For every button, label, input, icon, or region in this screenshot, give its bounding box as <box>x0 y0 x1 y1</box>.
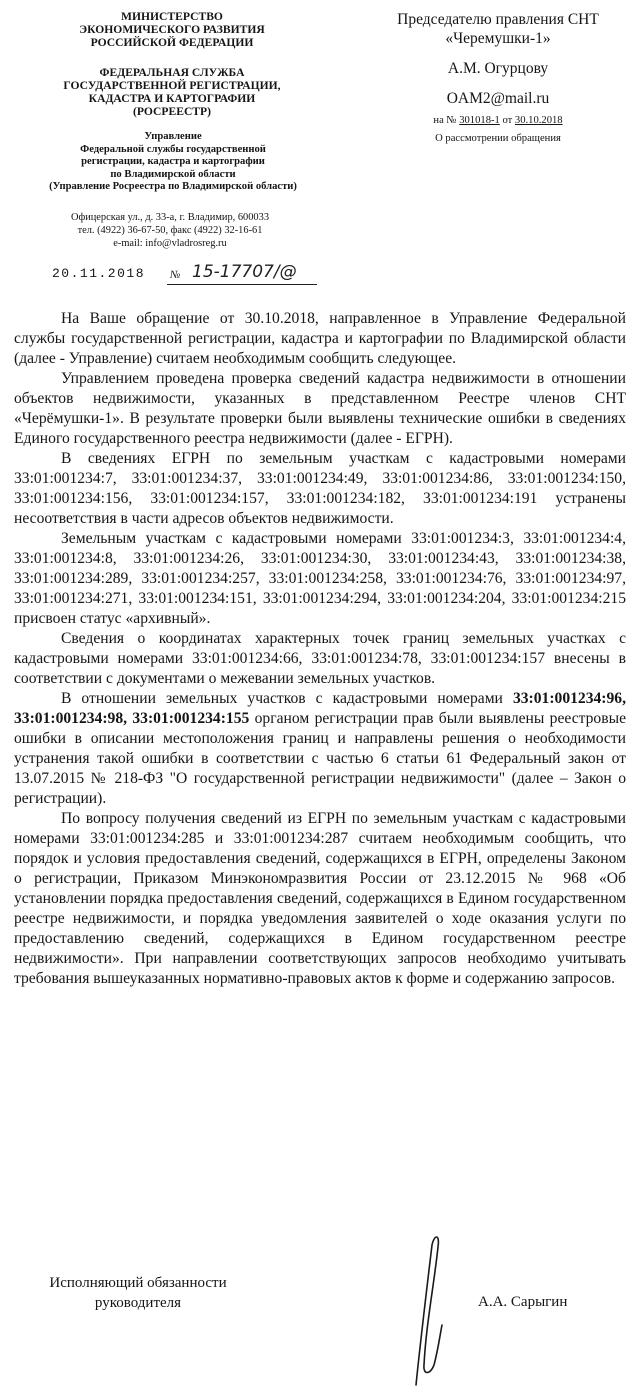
body-paragraph: Управлением проведена проверка сведений кадастра недвижимости в отношении объектов недвижимости, указанных в представленном Реестре членов СНТ «Черёмушки-1». В результате проверки были выявлены технические ошибки в сведениях Единого государственного реестра недвижимости (далее - ЕГРН). <box>14 370 626 447</box>
body-paragraph <box>14 689 626 809</box>
recipient-block <box>368 10 628 146</box>
department-name <box>28 131 318 194</box>
reference-prefix: на № <box>433 115 457 126</box>
letter-subject: О рассмотрении обращения <box>435 133 561 144</box>
email-line: e-mail: info@vladrosreg.ru <box>113 238 227 249</box>
reference-from: от <box>502 115 513 126</box>
ministry-line: МИНИСТЕРСТВО <box>121 10 223 23</box>
reference-number: 301018-1 <box>459 115 500 126</box>
registration-number: 15-17707/@ <box>192 262 297 282</box>
phone-line: тел. (4922) 36-67-50, факс (4922) 32-16-61 <box>77 225 263 236</box>
registration-date: 20.11.2018 <box>52 266 146 281</box>
paragraph-text: В отношении земельных участков с кадастровыми номерами <box>61 690 513 707</box>
sender-address <box>60 211 280 250</box>
registration-underline <box>167 284 317 285</box>
department-line: по Владимирской области <box>110 168 236 180</box>
registration-stamp <box>52 262 342 290</box>
ministry-line: РОССИЙСКОЙ ФЕДЕРАЦИИ <box>90 36 254 49</box>
department-line: Управление <box>144 131 202 142</box>
department-line: Федеральной службы государственной <box>80 143 266 155</box>
address-line: Офицерская ул., д. 33-а, г. Владимир, 600033 <box>70 212 270 223</box>
cadastral-numbers-bold: 33:01:001234:96, 33:01:001234:98, 33:01:001234:155 <box>14 690 626 727</box>
reference-date: 30.10.2018 <box>514 115 563 126</box>
recipient-organization: «Черемушки-1» <box>445 30 551 47</box>
body-paragraph: На Ваше обращение от 30.10.2018, направленное в Управление Федеральной службы государственной регистрации, кадастра и картографии по Владимирской области (далее - Управление) считаем необходимым сообщить следующее. <box>14 310 626 367</box>
reference-line <box>368 114 628 128</box>
body-paragraph: По вопросу получения сведений из ЕГРН по земельным участкам с кадастровыми номерами 33:01:001234:285 и 33:01:001234:287 считаем необходимым сообщить, что порядок и условия предоставления сведений, содержащихся в ЕГРН, определены Законом о регистрации, Приказом Минэкономразвития России от 23.12.2015 № 968 «Об установлении порядка предоставления сведений, содержащихся в Едином государственном реестре недвижимости, и порядка уведомления заявителей о ходе оказания услуги по предоставлению сведений, содержащихся в Едином государственном реестре недвижимости». При направлении соответствующих запросов необходимо учитывать требования вышеуказанных нормативно-правовых актов к форме и содержанию запросов. <box>14 810 626 987</box>
service-line: ФЕДЕРАЛЬНАЯ СЛУЖБА <box>99 66 245 79</box>
signatory-position <box>18 1273 258 1313</box>
recipient-email: OAM2@mail.ru <box>446 90 550 107</box>
service-line: ГОСУДАРСТВЕННОЙ РЕГИСТРАЦИИ, <box>63 79 281 92</box>
department-line: регистрации, кадастра и картографии <box>81 156 265 168</box>
letter-body <box>14 309 626 989</box>
body-paragraph: Сведения о координатах характерных точек границ земельных участках с кадастровыми номерами 33:01:001234:66, 33:01:001234:78, 33:01:001234:157 внесены в соответствии с документами о межевании земельных участков. <box>14 630 626 687</box>
position-line: руководителя <box>94 1295 182 1311</box>
department-line: (Управление Росреестра по Владимирской области) <box>49 181 297 193</box>
body-paragraph: В сведениях ЕГРН по земельным участкам с кадастровыми номерами 33:01:001234:7, 33:01:001234:37, 33:01:001234:49, 33:01:001234:86, 33:01:001234:150, 33:01:001234:156, 33:01:001234:157, 33:01:001234:182, 33:01:001234:191 устранены несоответствия в части адресов объектов недвижимости. <box>14 450 626 527</box>
recipient-title: Председателю правления СНТ <box>397 11 599 28</box>
body-paragraph: Земельным участкам с кадастровыми номерами 33:01:001234:3, 33:01:001234:4, 33:01:001234:8, 33:01:001234:26, 33:01:001234:30, 33:01:001234:43, 33:01:001234:38, 33:01:001234:289, 33:01:001234:257, 33:01:001234:258, 33:01:001234:76, 33:01:001234:97, 33:01:001234:271, 33:01:001234:151, 33:01:001234:294, 33:01:001234:204, 33:01:001234:215 присвоен статус «архивный». <box>14 530 626 627</box>
service-line: (РОСРЕЕСТР) <box>132 105 211 118</box>
registration-number-prefix: № <box>170 269 181 281</box>
handwritten-signature <box>396 1225 466 1395</box>
service-line: КАДАСТРА И КАРТОГРАФИИ <box>88 92 256 105</box>
ministry-line: ЭКОНОМИЧЕСКОГО РАЗВИТИЯ <box>79 23 265 36</box>
recipient-name: А.М. Огурцову <box>447 60 549 77</box>
position-line: Исполняющий обязанности <box>49 1275 227 1291</box>
ministry-name <box>52 10 292 49</box>
service-name <box>52 66 292 118</box>
signatory-name: А.А. Сарыгин <box>478 1294 568 1310</box>
paragraph-text: органом регистрации прав были выявлены реестровые ошибки в описании местоположения границ и направлены решения о необходимости устранения такой ошибки в соответствии с частью 6 статьи 61 Федеральный закон от 13.07.2015 № 218-ФЗ "О государственной регистрации недвижимости" (далее – Закон о регистрации). <box>14 710 626 807</box>
